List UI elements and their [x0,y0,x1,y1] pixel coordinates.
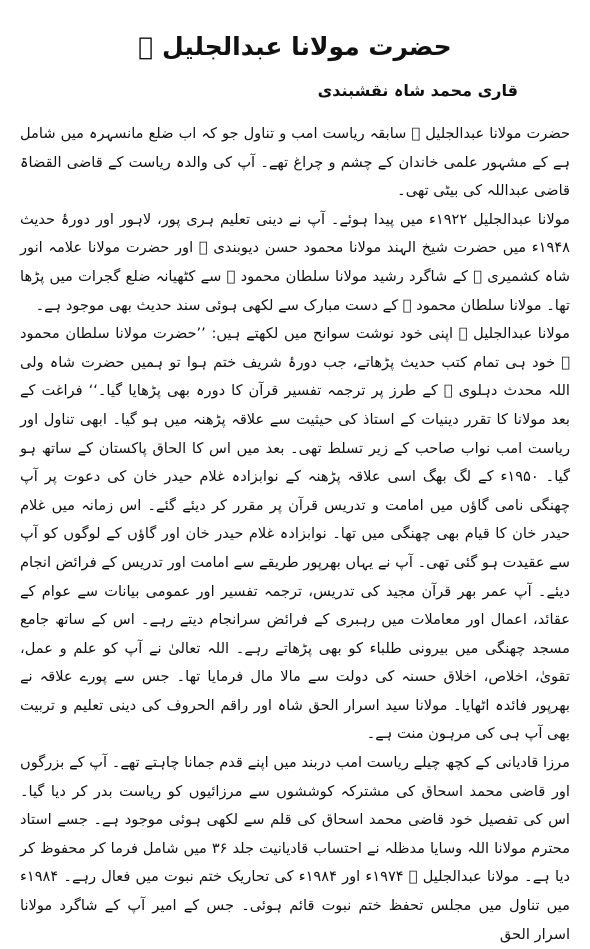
paragraph-intro: حضرت مولانا عبدالجلیل ﷫ سابقہ ریاست امب و تناول جو کہ اب ضلع مانسہرہ میں شامل ہے کے مشہور علمی خاندان کے چشم و چراغ تھے۔ آپ کی والدہ ریاست کے قاضی القضاۃ قاضی عبداللہ کی بیٹی تھی۔ [20,125,570,200]
article-author: قاری محمد شاہ نقشبندی [317,81,518,100]
article-title: حضرت مولانا عبدالجلیل ﷫ [138,32,452,61]
paragraph-khatm-e-nubuwwat: مرزا قادیانی کے کچھ چیلے ریاست امب دربند میں اپنے قدم جمانا چاہتے تھے۔ آپ کے بزرگوں اور قاضی محمد اسحاق کی مشترکہ کوششوں سے مرزائیوں کو ریاست بدر کر دیا گیا۔ اس کی تفصیل خود قاضی محمد اسحاق کی قلم سے لکھی ہوئی موجود ہے۔ جسے استاد محترم مولانا اللہ وسایا مدظلہ نے احتساب قادیانیت جلد ۳۶ میں شامل فرما کر محفوظ کر دیا ہے۔ مولانا عبدالجلیل ﷫ ۱۹۷۴ء اور ۱۹۸۴ء کی تحاریک ختم نبوت میں فعال رہے۔ ۱۹۸۴ء میں تناول میں مجلس تحفظ ختم نبوت قائم ہوئی۔ جس کے امیر آپ کے شاگرد مولانا اسرار الحق [20,754,571,943]
article-body [20,120,570,949]
paragraph-education: مولانا عبدالجلیل ۱۹۲۲ء میں پیدا ہوئے۔ آپ نے دینی تعلیم ہری پور، لاہور اور دورۂ حدیث ۱۹۴۸ء میں حضرت شیخ الہند مولانا محمود حسن دیوبندی ﷫ اور حضرت مولانا علامہ انور شاہ کشمیری ﷫ کے شاگرد رشید مولانا سلطان محمود ﷫ سے کٹھیانہ ضلع گجرات میں پڑھا تھا۔ مولانا سلطان محمود ﷫ کے دست مبارک سے لکھی ہوئی سند حدیث بھی موجود ہے۔ [20,210,570,314]
paragraph-career: مولانا عبدالجلیل ﷫ اپنی خود نوشت سوانح میں لکھتے ہیں: ’’حضرت مولانا سلطان محمود ﷫ خود ہی تمام کتب حدیث پڑھاتے، جب دورۂ شریف ختم ہوا تو ہمیں حضرت شاہ ولی اللہ محدث دہلوی ﷫ کے طرز پر ترجمہ تفسیر قرآن کا دورہ بھی پڑھایا گیا۔‘‘ فراغت کے بعد مولانا کا تقرر دینیات کے استاذ کی حیثیت سے علاقہ پڑھنہ میں ہو گیا۔ ابھی تناول اور ریاست امب نواب صاحب کے زیر تسلط تھی۔ بعد میں اس کا الحاق پاکستان کے ساتھ ہو گیا۔ ۱۹۵۰ء کے لگ بھگ اسی علاقہ پڑھنہ کے نوابزادہ غلام حیدر خان کی دعوت پر آپ چھنگی نامی گاؤں میں امامت و تدریس قرآن پر مقرر کر دیئے گئے۔ اس زمانہ میں غلام حیدر خان کا قیام بھی چھنگی میں تھا۔ نوابزادہ غلام حیدر خان اور گاؤں کے لوگوں کو آپ سے عقیدت ہو گئی تھی۔ آپ نے یہاں بھرپور طریقے سے امامت اور تدریس کے فرائض انجام دیئے۔ آپ عمر بھر قرآن مجید کی تدریس، ترجمہ تفسیر اور عمومی بیانات سے عوام کے عقائد، اعمال اور معاملات میں رہبری کے فرائض سرانجام دیتے رہے۔ اس کے ساتھ جامع مسجد چھنگی میں بیرونی طلباء کو بھی پڑھاتے رہے۔ اللہ تعالیٰ نے آپ کو علم و عمل، تقویٰ، اخلاص، اخلاق حسنہ کی دولت سے مالا مال فرمایا تھا۔ جس سے پورے علاقہ نے بھرپور فائدہ اٹھایا۔ مولانا سید اسرار الحق شاہ اور راقم الحروف کی دینی تعلیم و تربیت بھی آپ ہی کی مرہون منت ہے۔ [20,325,570,743]
